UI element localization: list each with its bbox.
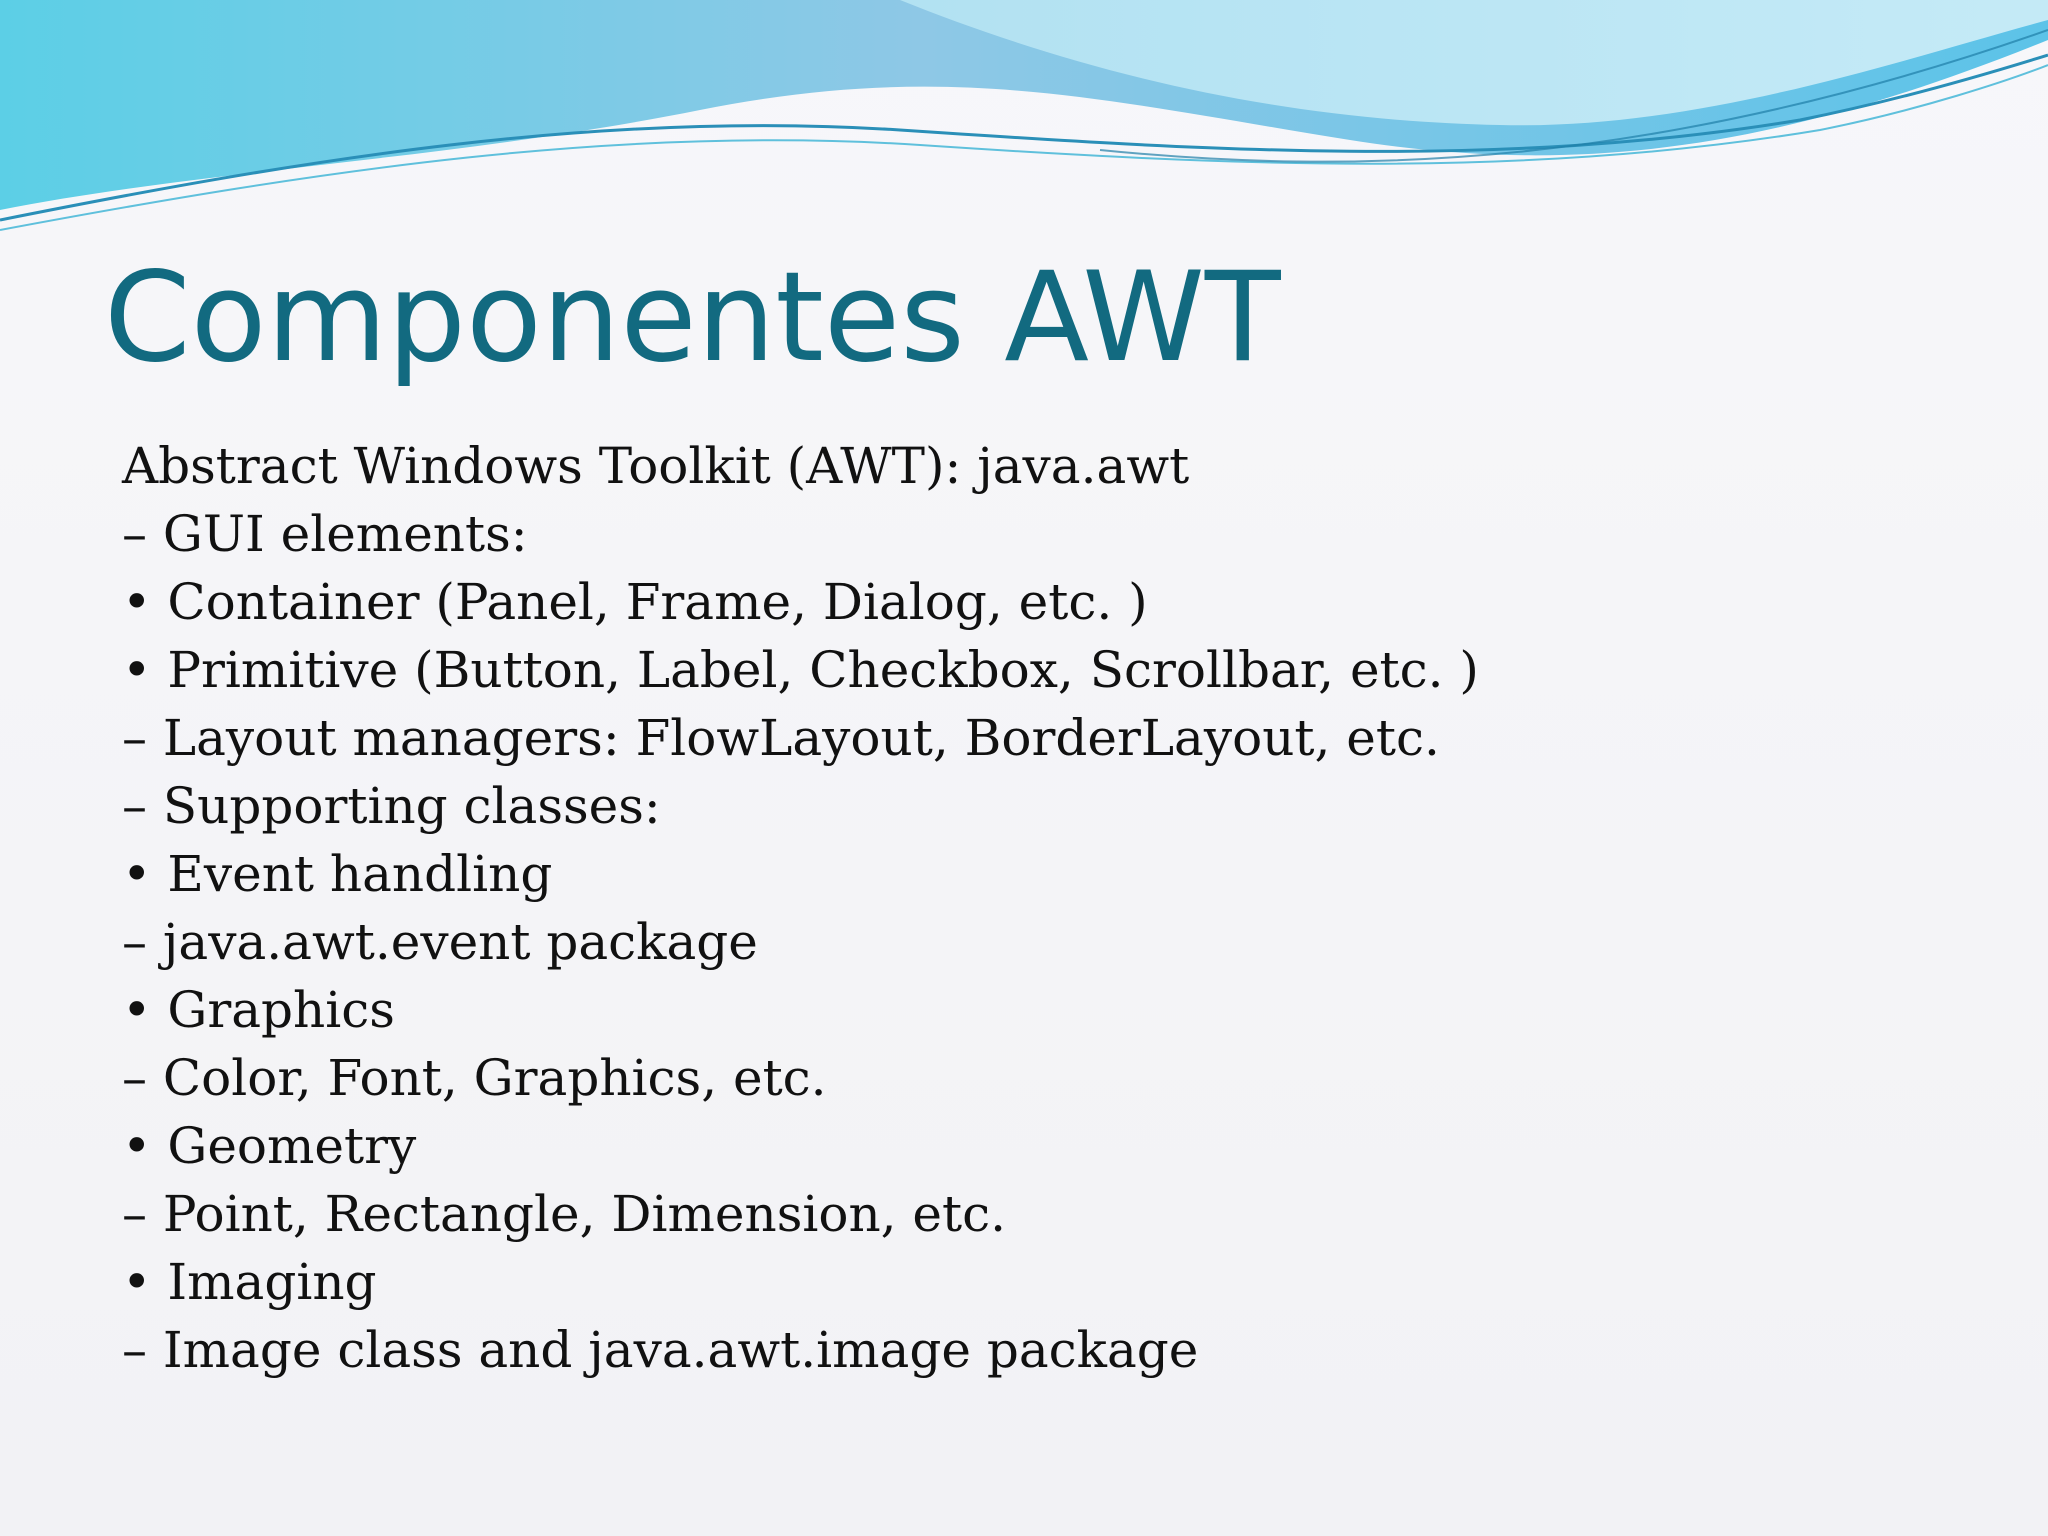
list-item: • Geometry bbox=[122, 1117, 417, 1175]
list-item: – Image class and java.awt.image package bbox=[122, 1321, 1199, 1379]
list-item: – Layout managers: FlowLayout, BorderLayout, etc. bbox=[122, 709, 1440, 767]
list-item: – GUI elements: bbox=[122, 505, 528, 563]
slide-title: Componentes AWT bbox=[104, 246, 1281, 390]
list-item: • Container (Panel, Frame, Dialog, etc. ) bbox=[122, 573, 1148, 631]
header-wave-decoration bbox=[0, 0, 2048, 260]
list-item: • Graphics bbox=[122, 981, 395, 1039]
list-item: – Color, Font, Graphics, etc. bbox=[122, 1049, 827, 1107]
list-item: – Supporting classes: bbox=[122, 777, 661, 835]
list-item: • Primitive (Button, Label, Checkbox, Scrollbar, etc. ) bbox=[122, 641, 1479, 699]
list-item: – java.awt.event package bbox=[122, 913, 758, 971]
list-item: • Imaging bbox=[122, 1253, 377, 1311]
list-item: Abstract Windows Toolkit (AWT): java.awt bbox=[122, 437, 1190, 495]
list-item: • Event handling bbox=[122, 845, 553, 903]
slide-body-list bbox=[122, 432, 1479, 1384]
list-item: – Point, Rectangle, Dimension, etc. bbox=[122, 1185, 1007, 1243]
